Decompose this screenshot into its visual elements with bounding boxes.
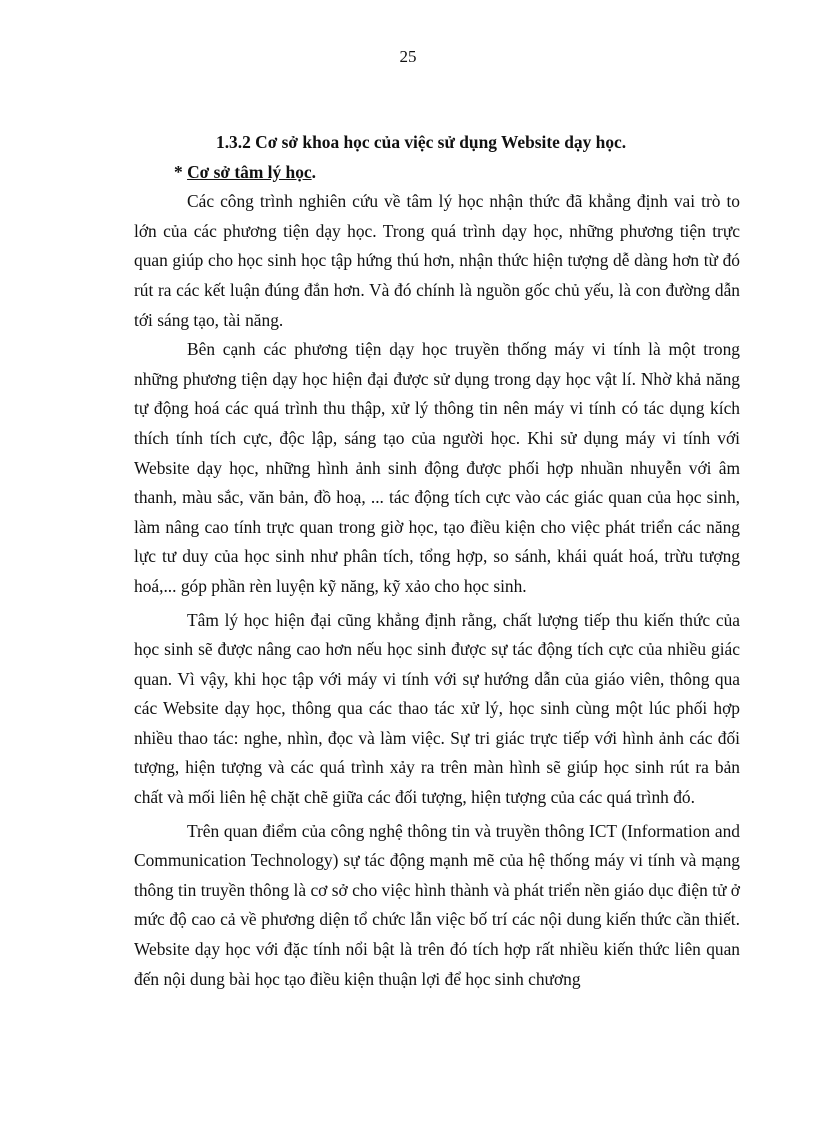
sub-heading-period: . [311, 161, 316, 182]
page-number: 25 [399, 47, 417, 66]
sub-heading-marker: * [174, 161, 183, 182]
section-heading: 1.3.2 Cơ sở khoa học của việc sử dụng Website dạy học. [216, 132, 627, 152]
paragraph: Trên quan điểm của công nghệ thông tin và truyền thông ICT (Information and Communication Technology) sự tác động mạnh mẽ của hệ thống máy vi tính và mạng thông tin truyền thông là cơ sở cho việc hình thành và phát triển nền giáo dục điện tử ở mức độ cao cả về phương diện tổ chức lẫn việc bố trí các nội dung kiến thức cần thiết. Website dạy học với đặc tính nổi bật là trên đó tích hợp rất nhiều kiến thức liên quan đến nội dung bài học tạo điều kiện thuận lợi để học sinh chương [134, 820, 740, 989]
paragraph: Các công trình nghiên cứu về tâm lý học nhận thức đã khẳng định vai trò to lớn của các phương tiện dạy học. Trong quá trình dạy học, những phương tiện trực quan giúp cho học sinh học tập hứng thú hơn, nhận thức hiện tượng dễ dàng hơn từ đó rút ra các kết luận đúng đắn hơn. Và đó chính là nguồn gốc chủ yếu, là con đường dẫn tới sáng tạo, tài năng. [134, 191, 740, 330]
paragraph: Tâm lý học hiện đại cũng khẳng định rằng, chất lượng tiếp thu kiến thức của học sinh sẽ được nâng cao hơn nếu học sinh được sự tác động tích cực của nhiều giác quan. Vì vậy, khi học tập với máy vi tính với sự hướng dẫn của giáo viên, thông qua các Website dạy học, thông qua các thao tác xử lý, học sinh cùng một lúc phối hợp nhiều thao tác: nghe, nhìn, đọc và làm việc. Sự tri giác trực tiếp với hình ảnh các đối tượng, hiện tượng và các quá trình xảy ra trên màn hình sẽ giúp học sinh rút ra bản chất và mối liên hệ chặt chẽ giữa các đối tượng, hiện tượng của các quá trình đó. [134, 609, 740, 808]
paragraph: Bên cạnh các phương tiện dạy học truyền thống máy vi tính là một trong những phương tiện dạy học hiện đại được sử dụng trong dạy học vật lí. Nhờ khả năng tự động hoá các quá trình thu thập, xử lý thông tin nên máy vi tính có tác dụng kích thích tính tích cực, độc lập, sáng tạo của người học. Khi sử dụng máy vi tính với Website dạy học, những hình ảnh sinh động được phối hợp nhuần nhuyễn với âm thanh, màu sắc, văn bản, đồ hoạ, ... tác động tích cực vào các giác quan của học sinh, làm nâng cao tính trực quan trong giờ học, tạo điều kiện cho việc phát triển các năng lực tư duy của học sinh như phân tích, tổng hợp, so sánh, khái quát hoá, trừu tượng hoá,... góp phần rèn luyện kỹ năng, kỹ xảo cho học sinh. [134, 339, 740, 596]
sub-heading [134, 158, 740, 188]
page-body [134, 128, 740, 994]
sub-heading-text: Cơ sở tâm lý học [187, 161, 312, 182]
